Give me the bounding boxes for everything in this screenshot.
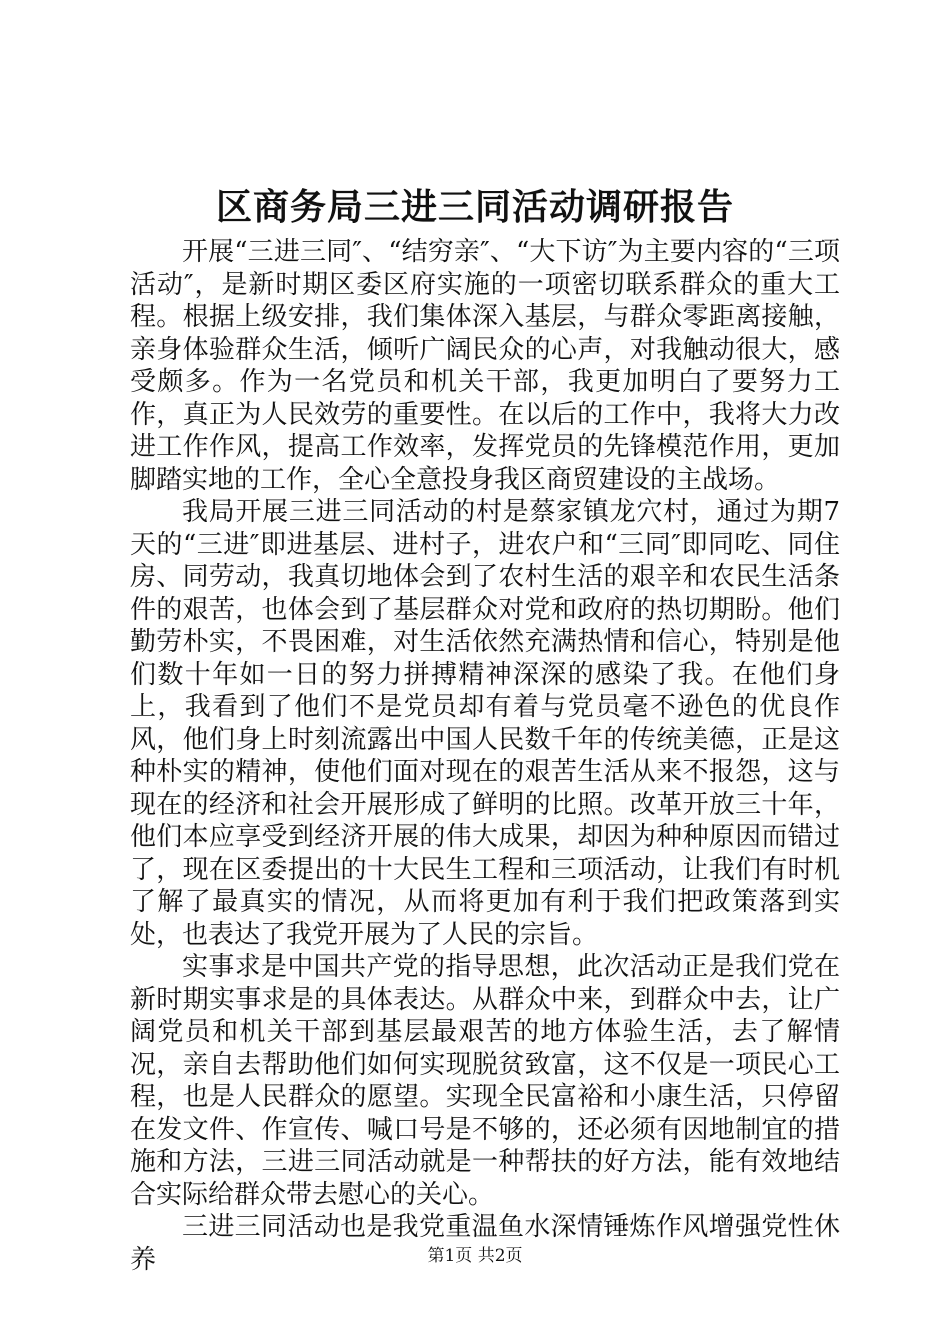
paragraph-2: 我局开展三进三同活动的村是蔡家镇龙穴村，通过为期7天的“三进″即进基层、进村子，进农户和“三同″即同吃、同住房、同劳动，我真切地体会到了农村生活的艰辛和农民生活条件的艰苦，也体会到了基层群众对党和政府的热切期盼。他们勤劳朴实，不畏困难，对生活依然充满热情和信心，特别是他们数十年如一日的努力拼搏精神深深的感染了我。在他们身上，我看到了他们不是党员却有着与党员毫不逊色的优良作风，他们身上时刻流露出中国人民数千年的传统美德，正是这种朴实的精神，使他们面对现在的艰苦生活从来不报怨，这与现在的经济和社会开展形成了鲜明的比照。改革开放三十年，他们本应享受到经济开展的伟大成果，却因为种种原因而错过了，现在区委提出的十大民生工程和三项活动，让我们有时机了解了最真实的情况，从而将更加有利于我们把政策落到实处，也表达了我党开展为了人民的宗旨。 (130, 497, 840, 950)
paragraph-1: 开展“三进三同″、“结穷亲″、“大下访″为主要内容的“三项活动″，是新时期区委区府实施的一项密切联系群众的重大工程。根据上级安排，我们集体深入基层，与群众零距离接触，亲身体验群众生活，倾听广阔民众的心声，对我触动很大，感受颇多。作为一名党员和机关干部，我更加明白了要努力工作，真正为人民效劳的重要性。在以后的工作中，我将大力改进工作作风，提高工作效率，发挥党员的先锋模范作用，更加脚踏实地的工作，全心全意投身我区商贸建设的主战场。 (130, 237, 840, 495)
paragraph-4: 三进三同活动也是我党重温鱼水深情锤炼作风增强党性休养 (130, 1212, 840, 1275)
document-body (130, 236, 840, 1276)
document-title: 区商务局三进三同活动调研报告 (215, 186, 734, 228)
page-footer: 第1页 共2页 (427, 1246, 523, 1266)
paragraph-3: 实事求是中国共产党的指导思想，此次活动正是我们党在新时期实事求是的具体表达。从群众中来，到群众中去，让广阔党员和机关干部到基层最艰苦的地方体验生活，去了解情况，亲自去帮助他们如何实现脱贫致富，这不仅是一项民心工程，也是人民群众的愿望。实现全民富裕和小康生活，只停留在发文件、作宣传、喊口号是不够的，还必须有因地制宜的措施和方法，三进三同活动就是一种帮扶的好方法，能有效地结合实际给群众带去慰心的关心。 (130, 952, 840, 1210)
